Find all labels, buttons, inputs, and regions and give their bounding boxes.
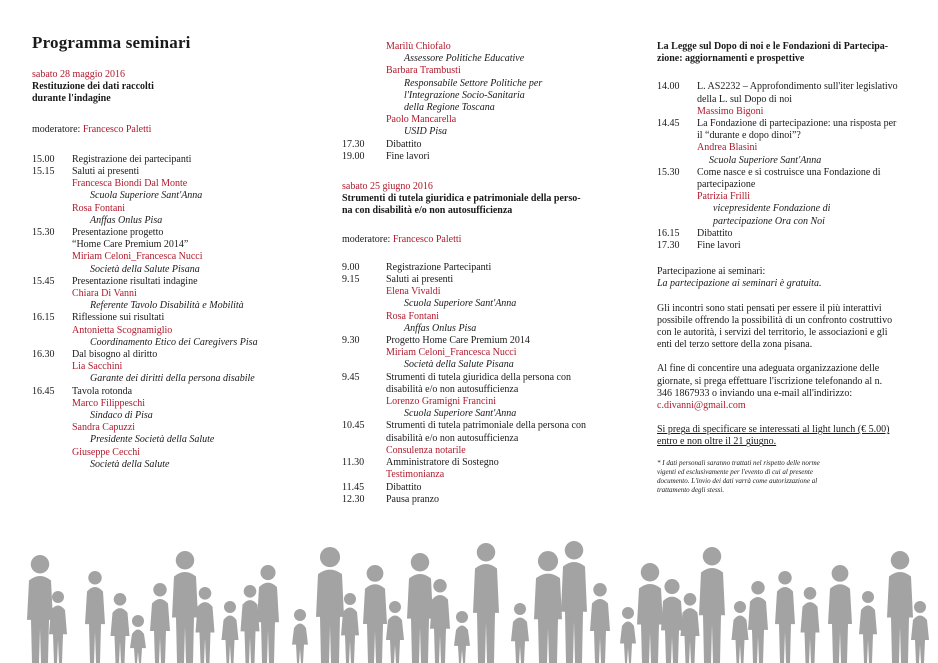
schedule-time: 16.15 [32, 312, 55, 324]
speaker-affiliation: vicepresidente Fondazione di [713, 203, 831, 215]
speaker-name: Marco Filippeschi [72, 397, 146, 409]
schedule-row [342, 335, 642, 347]
silhouette-head [244, 585, 257, 598]
silhouette-head [751, 581, 764, 594]
schedule-activity: Tavola rotonda [72, 385, 133, 397]
silhouette-head [411, 553, 429, 571]
schedule-activity: L. AS2232 – Approfondimento sull'iter legislativo [697, 81, 898, 93]
schedule-time [657, 94, 697, 106]
silhouette-body [49, 606, 67, 663]
silhouette-body [590, 599, 610, 663]
schedule-activity: Fine lavori [697, 240, 741, 252]
schedule-row [342, 457, 642, 469]
speaker-affiliation: partecipazione Ora con Noi [713, 215, 825, 227]
schedule-row [342, 151, 642, 163]
day1-schedule [32, 154, 332, 471]
speaker-affiliation: Società della Salute Pisana [404, 359, 514, 371]
schedule-activity: Progetto Home Care Premium 2014 [386, 335, 530, 347]
speaker-affiliation: Scuola Superiore Sant'Anna [404, 408, 517, 420]
silhouette-head [622, 607, 634, 619]
silhouette-head [132, 615, 144, 627]
schedule-activity: disabilità e/o non autosufficienza [386, 432, 519, 444]
speaker-affiliation: Sindaco di Pisa [90, 410, 153, 422]
speaker-affiliation: Presidente Società della Salute [90, 434, 215, 446]
speaker-affiliation: Società della Salute Pisana [90, 263, 200, 275]
speaker-affiliation: Anffas Onlus Pisa [90, 214, 163, 226]
silhouette-body [748, 597, 768, 663]
schedule-time: 15.45 [32, 275, 55, 287]
schedule-activity: Fine lavori [386, 150, 430, 162]
schedule-row [342, 262, 642, 274]
schedule-time: 9.30 [342, 335, 360, 347]
schedule-time [342, 433, 386, 445]
schedule-time: 10.45 [342, 420, 365, 432]
schedule-activity: Dibattito [697, 227, 733, 239]
schedule-activity: Registrazione dei partecipanti [72, 153, 192, 165]
silhouette-head [320, 547, 340, 567]
silhouette-body [85, 587, 105, 663]
speaker-affiliation: Coordinamento Etico dei Caregivers Pisa [90, 336, 258, 348]
day1-moderator: moderatore: Francesco Paletti [32, 123, 152, 135]
speaker-name: Patrizia Frilli [697, 191, 751, 203]
info-paragraph-2: Al fine di concentire una adeguata organizzazione delle giornate, si prega effettuare l'iscrizione telefonando al n. 346 1867933 o inviando una e-mail all'indirizzo: c.divanni@gmail.com [657, 363, 917, 412]
day2-heading-line2: na con disabilità e/o non autosufficienza [342, 205, 513, 217]
schedule-time [657, 179, 697, 191]
silhouette-body [316, 570, 344, 663]
day2-date: sabato 25 giugno 2016 [342, 181, 433, 193]
schedule-activity: “Home Care Premium 2014” [72, 239, 189, 251]
speaker-name: Testimonianza [386, 469, 445, 481]
schedule-time: 15.15 [32, 166, 55, 178]
schedule-row [32, 386, 332, 398]
silhouette-body [454, 626, 470, 663]
speaker-name: Barbara Trambusti [386, 65, 461, 77]
schedule-time: 16.45 [32, 385, 55, 397]
silhouette-head [734, 601, 746, 613]
schedule-row [342, 384, 642, 396]
schedule-activity: Presentazione risultati indagine [72, 275, 198, 287]
silhouette-head [224, 601, 236, 613]
silhouette-body [430, 595, 450, 663]
silhouette-body [859, 606, 877, 663]
silhouette-body [661, 597, 683, 663]
speaker-name: Francesca Biondi Dal Monte [72, 178, 188, 190]
speaker-affiliation: Garante dei diritti della persona disabile [90, 373, 255, 385]
speaker-affiliation: Anffas Onlus Pisa [404, 322, 477, 334]
schedule-row [342, 494, 642, 506]
schedule-row [342, 420, 642, 432]
speaker-name: Rosa Fontani [72, 202, 126, 214]
speaker-affiliation: Assessore Politiche Educative [404, 53, 525, 65]
speaker-affiliation: Scuola Superiore Sant'Anna [90, 190, 203, 202]
silhouette-head [477, 543, 495, 561]
silhouette-head [891, 551, 909, 569]
silhouette-body [241, 600, 260, 663]
silhouette-body [172, 572, 198, 663]
speaker-name: Consulenza notarile [386, 444, 466, 456]
silhouette-body [130, 630, 146, 663]
silhouette-head [52, 591, 64, 603]
schedule-row [657, 167, 917, 179]
silhouette-body [407, 574, 433, 663]
schedule-row [657, 118, 917, 130]
silhouette-head [514, 603, 526, 615]
silhouette-body [196, 602, 215, 663]
info-paragraph-1: Gli incontri sono stati pensati per essere il più interattivi possibile offrendo la possibilità di un confronto costruttivo con le autorità, i servizi del territorio, le associazioni e gli enti del terzo settore della zona pisana. [657, 302, 893, 351]
speaker-name: Chiara Di Vanni [72, 288, 137, 300]
schedule-activity: Amministratore di Sostegno [386, 457, 499, 469]
schedule-activity: Saluti ai presenti [72, 166, 140, 178]
schedule-activity: Pausa pranzo [386, 493, 440, 505]
schedule-time: 9.00 [342, 261, 360, 273]
schedule-time: 19.00 [342, 150, 365, 162]
schedule-time [342, 384, 386, 396]
email-link[interactable]: c.divanni@gmail.com [657, 400, 746, 412]
silhouette-body [681, 608, 700, 663]
schedule-activity: Dibattito [386, 138, 422, 150]
schedule-row [342, 139, 642, 151]
speaker-name: Elena Vivaldi [386, 286, 441, 298]
silhouette-head [344, 593, 356, 605]
silhouette-head [914, 601, 926, 613]
silhouette-body [775, 587, 795, 663]
schedule-row [342, 433, 642, 445]
schedule-row [342, 274, 642, 286]
schedule-activity: Come nasce e si costruisce una Fondazione di [697, 166, 881, 178]
silhouette-head [114, 593, 127, 606]
silhouette-body [473, 564, 499, 663]
schedule-activity: Registrazione Partecipanti [386, 261, 492, 273]
day1-date: sabato 28 maggio 2016 [32, 69, 126, 80]
col2-closing [342, 139, 642, 163]
silhouette-head [593, 583, 606, 596]
silhouette-body [637, 584, 663, 663]
schedule-row [342, 482, 642, 494]
schedule-time: 15.00 [32, 153, 55, 165]
speaker-name: Antonietta Scognamiglio [72, 324, 173, 336]
silhouette-head [804, 587, 817, 600]
speaker-name: Lorenzo Gramigni Francini [386, 396, 496, 408]
silhouette-head [684, 593, 697, 606]
speaker-name: Rosa Fontani [386, 310, 440, 322]
silhouette-body [511, 618, 529, 663]
speaker-name: Miriam Celoni_Francesca Nucci [386, 347, 517, 359]
day2-schedule [342, 262, 642, 506]
silhouette-body [386, 616, 404, 663]
day2-moderator: moderatore: Francesco Paletti [342, 233, 462, 245]
silhouette-body [828, 584, 852, 663]
schedule-row [657, 228, 917, 240]
schedule-row [657, 81, 917, 93]
silhouette-head [862, 591, 874, 603]
speaker-name: Marilù Chiofalo [386, 41, 451, 52]
schedule-time: 11.30 [342, 457, 365, 469]
schedule-row [657, 240, 917, 252]
schedule-time: 17.30 [657, 240, 680, 252]
silhouette-body [150, 599, 170, 663]
schedule-row [32, 227, 332, 239]
silhouette-head [389, 601, 401, 613]
schedule-time: 14.00 [657, 81, 680, 93]
participation-text: La partecipazione ai seminari è gratuita. [657, 278, 822, 290]
silhouette-head [294, 609, 306, 621]
silhouette-head [565, 541, 583, 559]
schedule-time: 9.15 [342, 274, 360, 286]
schedule-activity: disabilità e/o non autosufficienza [386, 383, 519, 395]
schedule-activity: Strumenti di tutela patrimoniale della persona con [386, 420, 586, 432]
silhouette-body [363, 584, 387, 663]
col2-speakers [342, 41, 642, 139]
silhouette-head [538, 551, 558, 571]
schedule-time: 15.30 [657, 166, 680, 178]
silhouette-head [88, 571, 101, 584]
silhouette-head [832, 565, 849, 582]
schedule-row [32, 166, 332, 178]
silhouette-head [260, 565, 275, 580]
schedule-time: 16.15 [657, 227, 680, 239]
speaker-affiliation: USID Pisa [404, 126, 448, 138]
day1-heading-line2: durante l'indagine [32, 93, 111, 105]
schedule-activity: il “durante e dopo dinoi”? [697, 130, 801, 142]
silhouette-head [433, 579, 446, 592]
silhouette-body [561, 562, 587, 663]
schedule-time: 12.30 [342, 493, 365, 505]
silhouette-body [27, 576, 53, 663]
schedule-activity: Presentazione progetto [72, 227, 164, 239]
speaker-affiliation: Società della Salute [90, 458, 170, 470]
day2-moderator-name: Francesco Paletti [392, 233, 462, 245]
speaker-name: Miriam Celoni_Francesca Nucci [72, 251, 203, 263]
silhouette-body [732, 616, 749, 663]
silhouette-body [111, 608, 130, 663]
col3-schedule [657, 81, 917, 252]
speaker-name: Giuseppe Cecchi [72, 446, 141, 458]
speaker-affiliation: Referente Tavolo Disabilità e Mobilità [90, 300, 244, 312]
lunch-note: Si prega di specificare se interessati al light lunch (€ 5.00) entro e non oltre il 21 giugno. [657, 424, 890, 448]
speaker-affiliation: Scuola Superiore Sant'Anna [709, 154, 822, 166]
silhouette-body [257, 583, 279, 663]
speaker-affiliation: Responsabile Settore Politiche per [404, 77, 543, 89]
schedule-row [342, 372, 642, 384]
participation-label: Partecipazione ai seminari: [657, 266, 766, 278]
schedule-activity: Riflessione sui risultati [72, 312, 165, 324]
silhouette-head [703, 547, 721, 565]
col3-heading-line2: zione: aggiornamenti e prospettive [657, 53, 805, 65]
silhouette-head [176, 551, 194, 569]
speaker-name: Sandra Capuzzi [72, 422, 136, 434]
silhouette-head [778, 571, 791, 584]
day1-moderator-name: Francesco Paletti [82, 123, 152, 135]
schedule-time: 14.45 [657, 118, 680, 130]
schedule-row [657, 179, 917, 191]
schedule-time [657, 130, 697, 142]
silhouette-head [31, 555, 49, 573]
silhouette-body [222, 616, 239, 663]
schedule-row [657, 130, 917, 142]
schedule-time: 15.30 [32, 227, 55, 239]
schedule-time: 11.45 [342, 481, 365, 493]
speaker-name: Massimo Bigoni [697, 105, 764, 117]
silhouette-body [911, 616, 929, 663]
speaker-name: Andrea Blasini [697, 142, 758, 154]
schedule-row [32, 276, 332, 288]
speaker-name: Lia Sacchini [72, 361, 123, 373]
schedule-activity: della L. sul Dopo di noi [697, 93, 792, 105]
silhouette-body [620, 622, 636, 663]
silhouette-body [341, 608, 359, 663]
silhouette-body [534, 574, 562, 663]
schedule-activity: Dal bisogno al diritto [72, 349, 158, 361]
silhouette-head [664, 579, 679, 594]
schedule-row [32, 349, 332, 361]
schedule-time: 17.30 [342, 138, 365, 150]
privacy-note: * I dati personali saranno trattati nel rispetto delle norme vigenti ed esclusivamente per l'evento di cui al presente documento. L'invio dei dati varrà come autorizzazione al trattamento degli stessi. [657, 458, 820, 494]
silhouette-head [199, 587, 212, 600]
schedule-activity: Strumenti di tutela giuridica della persona con [386, 371, 571, 383]
silhouette-head [641, 563, 659, 581]
schedule-activity: La Fondazione di partecipazione: una risposta per [697, 118, 897, 130]
speaker-affiliation: della Regione Toscana [404, 102, 495, 114]
silhouette-body [292, 624, 308, 663]
speaker-name: Paolo Mancarella [386, 114, 457, 126]
schedule-activity: partecipazione [697, 179, 756, 191]
speaker-affiliation: Scuola Superiore Sant'Anna [404, 298, 517, 310]
schedule-row [32, 312, 332, 324]
schedule-activity: Dibattito [386, 481, 422, 493]
silhouette-body [887, 572, 913, 663]
silhouette-body [699, 568, 725, 663]
schedule-activity: Saluti ai presenti [386, 274, 454, 286]
schedule-row [32, 154, 332, 166]
speaker-affiliation: l'Integrazione Socio-Sanitaria [404, 89, 525, 101]
schedule-time: 16.30 [32, 349, 55, 361]
silhouette-head [456, 611, 468, 623]
silhouette-body [801, 602, 820, 663]
silhouette-head [367, 565, 384, 582]
people-silhouettes-image [0, 533, 938, 663]
schedule-time: 9.45 [342, 371, 360, 383]
day2-heading-line1: Strumenti di tutela giuridica e patrimoniale della perso- [342, 193, 581, 205]
silhouette-head [153, 583, 166, 596]
schedule-row [657, 94, 917, 106]
page-title: Programma seminari [32, 33, 191, 52]
col3-heading-line1: La Legge sul Dopo di noi e le Fondazioni di Partecipa- [657, 41, 889, 52]
day1-heading-line1: Restituzione dei dati raccolti [32, 81, 154, 93]
